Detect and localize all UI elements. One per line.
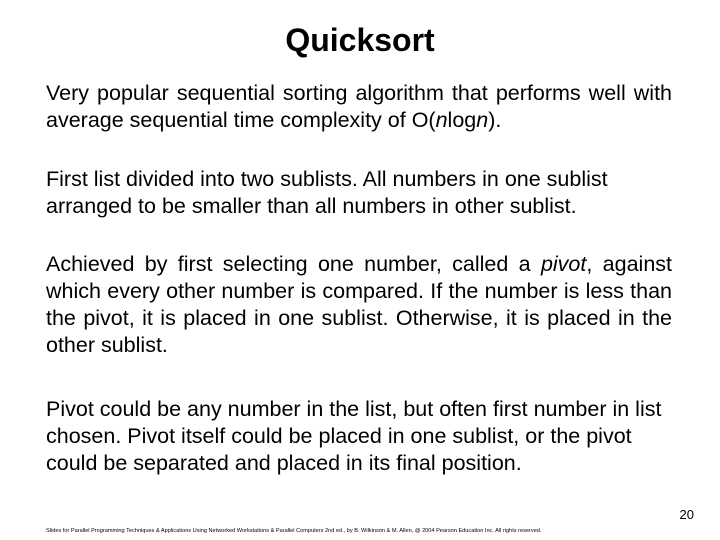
- footer-credit: Slides for Parallel Programming Techniques & Applications Using Networked Workstations & Parallel Computers 2nd ed., by B. Wilkinson & M. Allen, @ 2004 Pearson Education Inc. All rights reserved.: [46, 528, 542, 534]
- italic-n-first: n: [435, 108, 448, 132]
- paragraph-pivot-rest: , against which every other number is compared. If the number is less than the pivot, it is placed in one sublist. Otherwise, it is placed in the other sublist.: [46, 252, 673, 357]
- paragraph-intro-end: ).: [488, 108, 502, 132]
- paragraph-intro: [46, 80, 672, 134]
- paragraph-sublists: First list divided into two sublists. All numbers in one sublist arranged to be smaller than all numbers in other sublist.: [46, 167, 608, 218]
- italic-pivot-word: pivot: [540, 252, 587, 276]
- paragraph-pivot-choice: Pivot could be any number in the list, but often first number in list chosen. Pivot itself could be placed in one sublist, or the pivot could be separated and placed in its final position.: [46, 397, 662, 475]
- page-number: 20: [679, 507, 694, 522]
- slide-title: Quicksort: [285, 22, 435, 58]
- paragraph-intro-log: log: [447, 108, 477, 132]
- paragraph-pivot-text: Achieved by first selecting one number, called a: [46, 252, 541, 276]
- paragraph-pivot: [46, 251, 672, 359]
- italic-n-second: n: [476, 108, 489, 132]
- paragraph-intro-text: Very popular sequential sorting algorithm that performs well with average sequential time complexity of O(: [46, 81, 672, 132]
